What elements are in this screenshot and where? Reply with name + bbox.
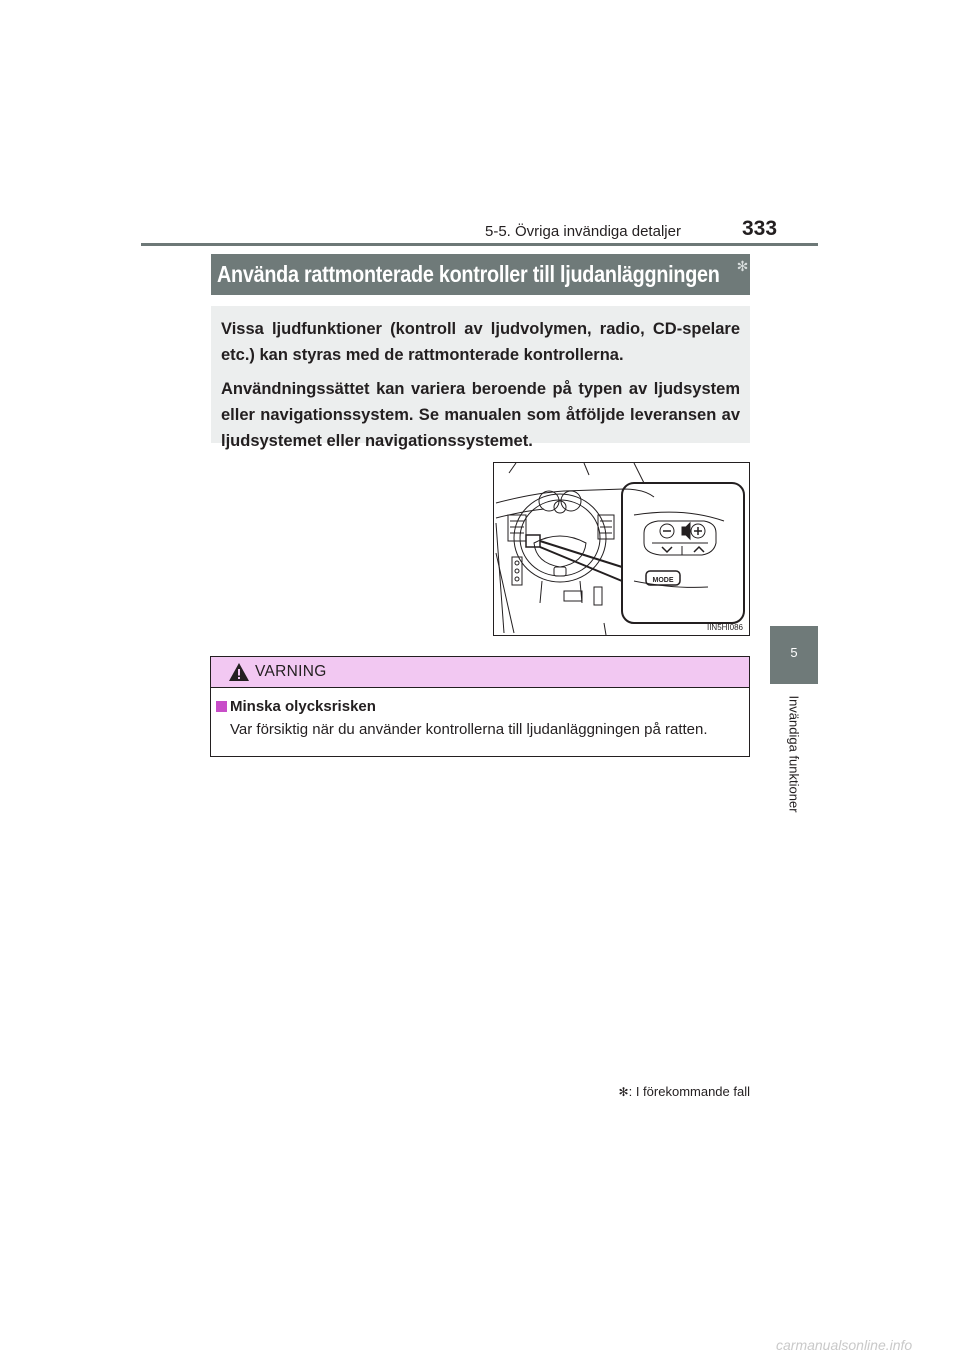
warning-text: Var försiktig när du använder kontrollerna till ljudanläggningen på ratten. (230, 721, 708, 738)
page-number: 333 (742, 217, 778, 240)
steering-wheel-illustration (493, 462, 750, 636)
intro-paragraph-1: Vissa ljudfunktioner (kontroll av ljudvolymen, radio, CD-spelare etc.) kan styras med de rattmonterade kontrollerna. (221, 320, 740, 364)
warning-triangle-icon (228, 662, 250, 682)
intro-box (211, 306, 750, 450)
page-title-bar (211, 254, 750, 295)
warning-header (211, 657, 749, 688)
warning-subtitle: Minska olycksrisken (230, 698, 376, 715)
chapter-number: 5 (790, 645, 798, 660)
warning-box (210, 656, 750, 757)
mode-button-label: MODE (652, 577, 674, 584)
section-heading: 5-5. Övriga invändiga detaljer (485, 223, 681, 240)
square-bullet-icon (216, 701, 227, 712)
footnote-text: : I förekommande fall (628, 1084, 750, 1099)
header-divider (141, 243, 818, 246)
asterisk-icon: ✻ (618, 1085, 629, 1099)
asterisk-icon: ✻ (736, 258, 748, 274)
figure-code: IIN5HI086 (706, 623, 743, 632)
chapter-label: Invändiga funktioner (786, 695, 802, 813)
warning-title: VARNING (255, 663, 327, 680)
intro-paragraph-2: Användningssättet kan variera beroende på typen av ljudsystem eller navigationssystem. Se manualen som åtföljde leveransen av ljudsystemet eller navigationssystemet. (221, 380, 740, 450)
footnote (619, 1084, 750, 1099)
steering-controls-drawing (494, 463, 750, 636)
watermark-link[interactable]: carmanualsonline.info (776, 1337, 913, 1353)
page-title: Använda rattmonterade kontroller till ljudanläggningen (217, 261, 720, 287)
chapter-tab (770, 626, 818, 684)
